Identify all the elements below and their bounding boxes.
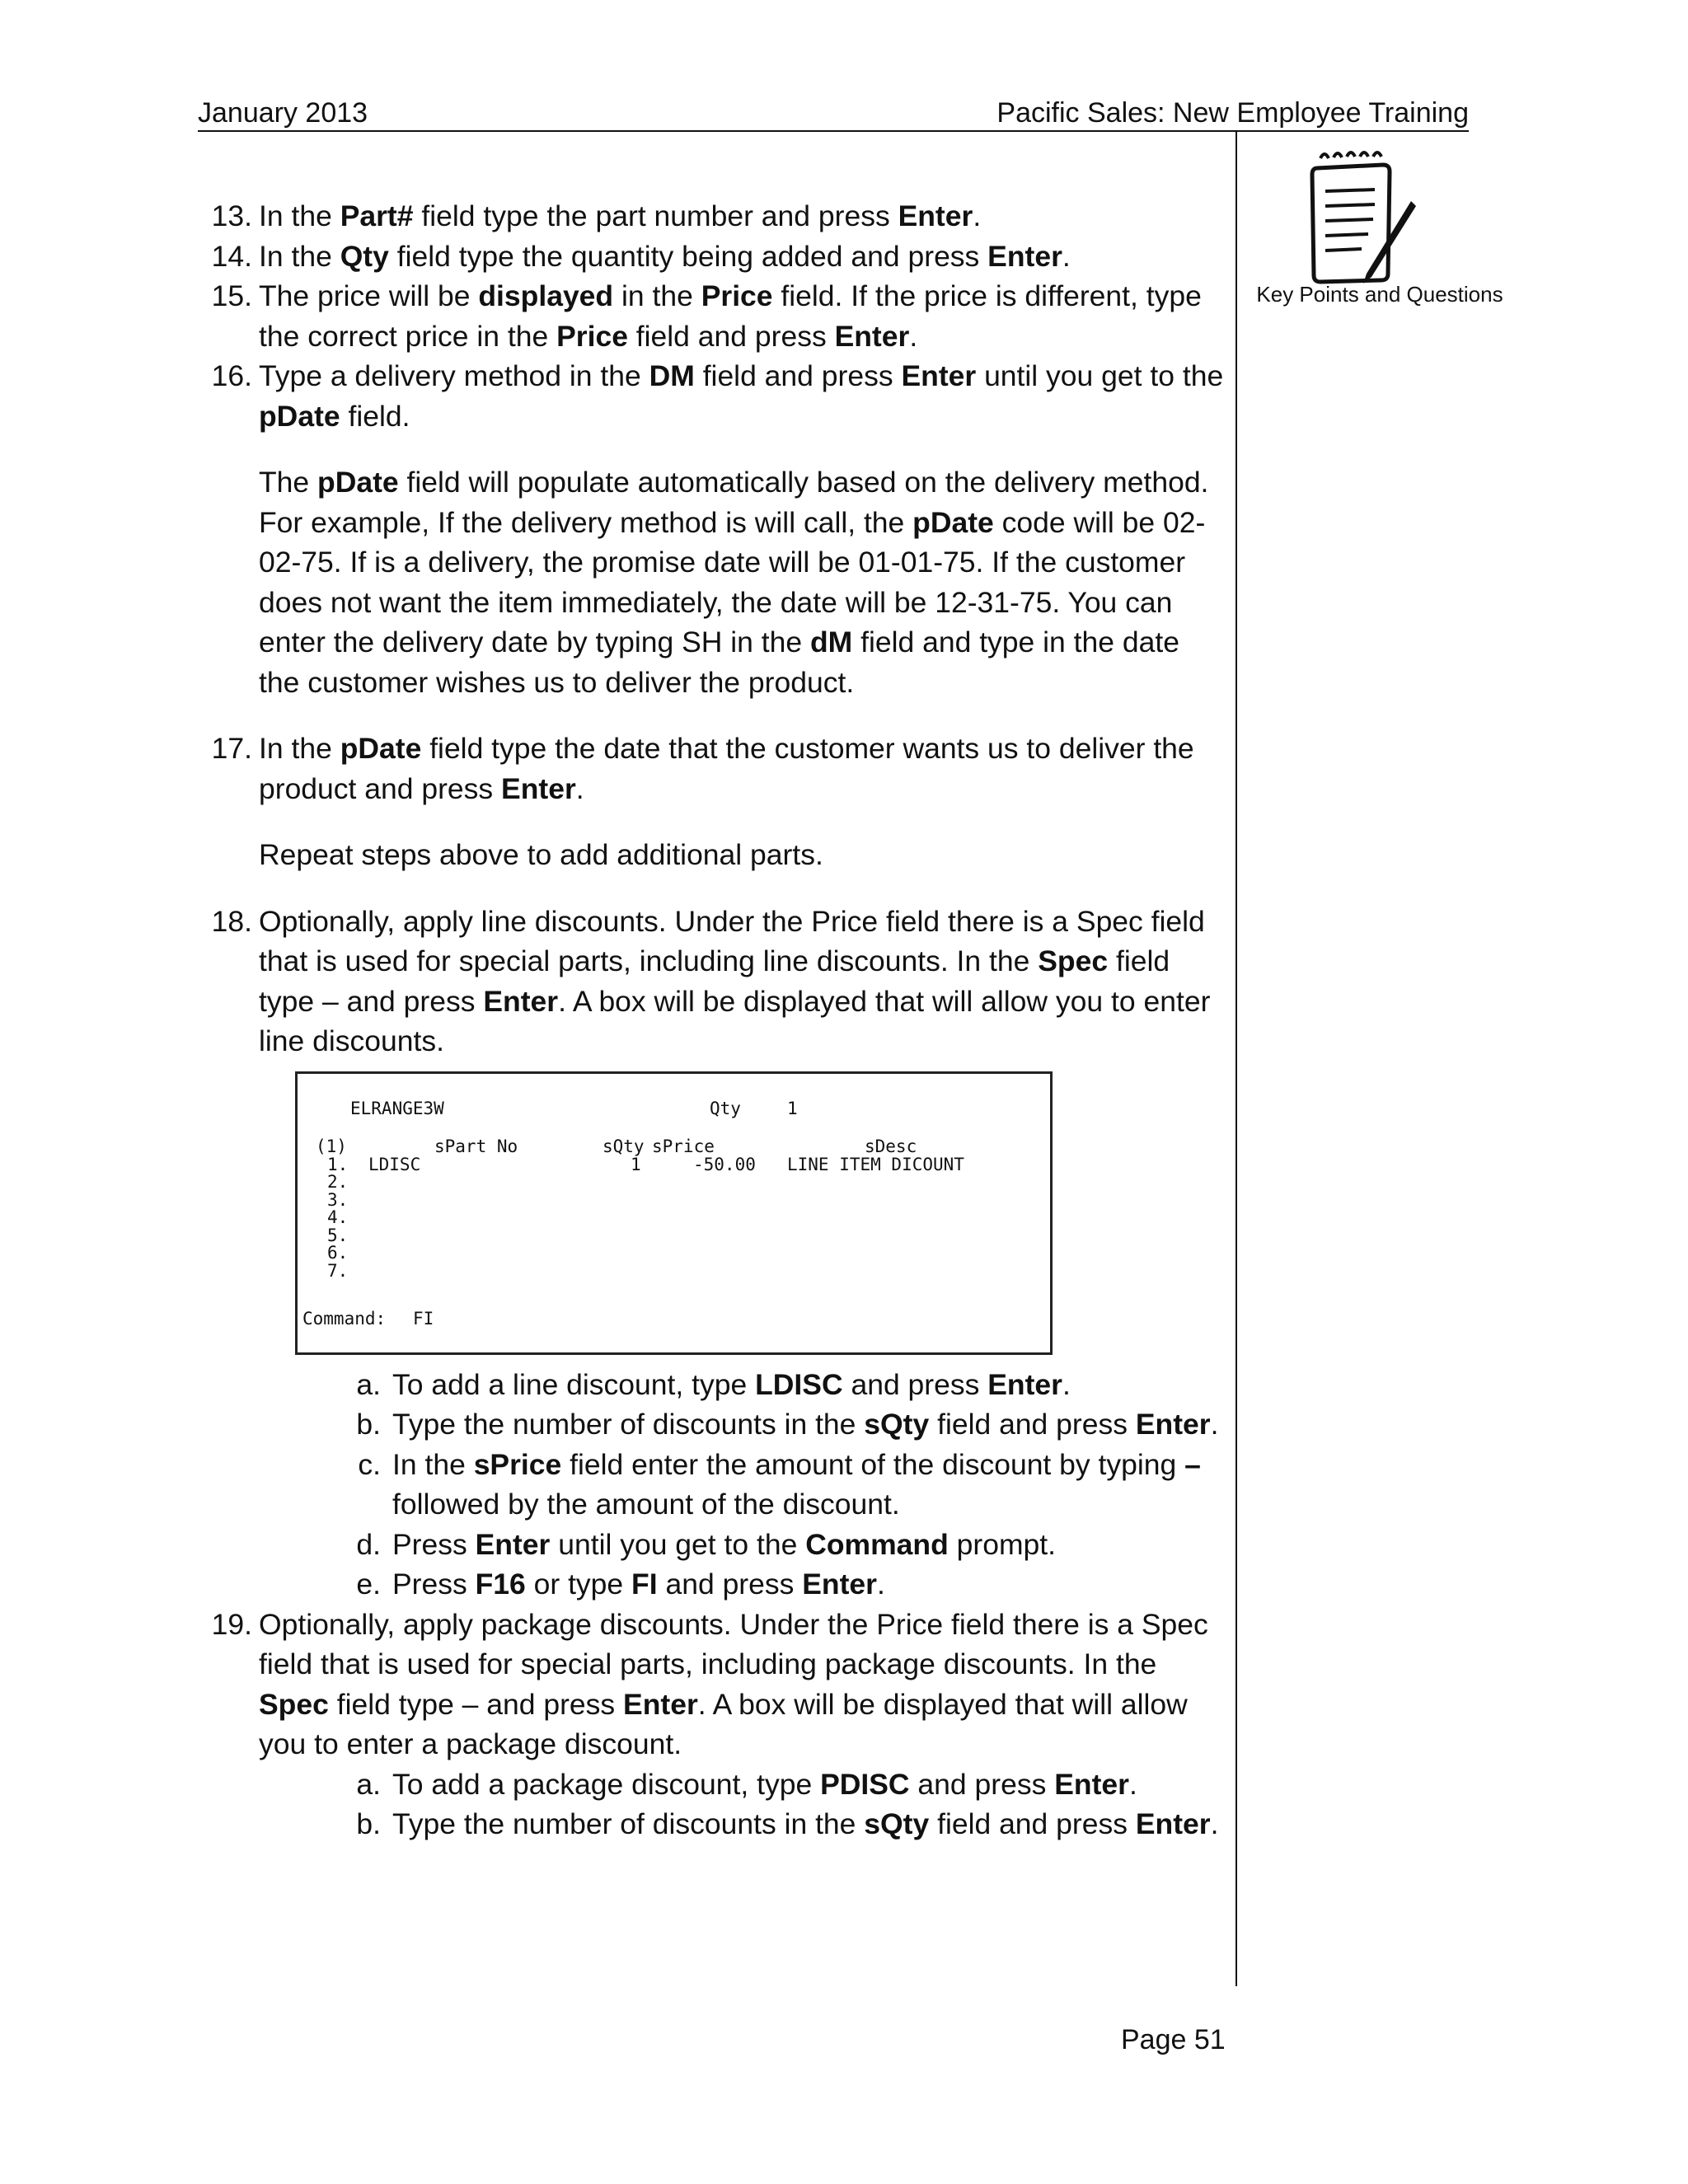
step-18a: a. To add a line discount, type LDISC and press Enter. (356, 1367, 1071, 1401)
header-rule (198, 130, 1469, 132)
terminal-cell-num: 6. (327, 1243, 349, 1263)
notepad-icon (1302, 150, 1426, 294)
terminal-cell-num: 4. (327, 1207, 349, 1227)
step-number: 14. (211, 239, 252, 273)
step-14: 14. In the Qty field type the quantity being added and press Enter. (198, 237, 1228, 277)
terminal-col-part: sPart No (434, 1136, 518, 1156)
terminal-section: (1) (316, 1136, 347, 1156)
terminal-col-qty: sQty (603, 1136, 645, 1156)
terminal-col-desc: sDesc (865, 1136, 917, 1156)
step-19b: b. Type the number of discounts in the sQty field and press Enter. (356, 1807, 1219, 1840)
step-number: 18. (211, 904, 252, 938)
pdate-paragraph: The pDate field will populate automatically based on the delivery method. For example, If the delivery method is will call, the pDate code will be 02-02-75. If is a delivery, the promise date will be 01-01-75. If the customer does not want the item immediately, the date will be 12-31-75. You can enter the delivery date by typing SH in the dM field and type in the date the customer wishes us to deliver the product. (259, 466, 1209, 699)
step-number: 15. (211, 279, 252, 312)
terminal-cell-price: -50.00 (693, 1154, 756, 1174)
terminal-cell-num: 7. (327, 1260, 349, 1281)
step-18: 18. Optionally, apply line discounts. Under the Price field there is a Spec field that is used for special parts, including line discounts. In the Spec field type – and press Enter. A box will be displayed that will allow you to enter line discounts. (198, 902, 1228, 1062)
page-number: Page 51 (1121, 2024, 1226, 2055)
step-18c: c. In the sPrice field enter the amount of the discount by typing – followed by the amount of the discount. (358, 1447, 1201, 1521)
terminal-cell-num: 1. (327, 1154, 349, 1174)
step-17: 17. In the pDate field type the date that the customer wants us to deliver the product and press Enter. (198, 729, 1228, 808)
terminal-cell-num: 2. (327, 1172, 349, 1192)
terminal-qty-value: 1 (787, 1098, 798, 1118)
step-18d: d. Press Enter until you get to the Command prompt. (356, 1527, 1057, 1561)
terminal-program-name: ELRANGE3W (350, 1098, 444, 1118)
terminal-cell-part: LDISC (368, 1154, 421, 1174)
step-number: 19. (211, 1607, 252, 1641)
step-number: 16. (211, 359, 252, 392)
step-19: 19. Optionally, apply package discounts. Under the Price field there is a Spec field that is used for special parts, including package discounts. In the Spec field type – and press Enter. A box will be displayed that will allow you to enter a package discount. (198, 1605, 1228, 1765)
header-date: January 2013 (198, 97, 368, 129)
terminal-cell-desc: LINE ITEM DICOUNT (787, 1154, 964, 1174)
step-18b: b. Type the number of discounts in the sQty field and press Enter. (356, 1408, 1219, 1441)
terminal-col-price: sPrice (652, 1136, 715, 1156)
step-19a: a. To add a package discount, type PDISC and press Enter. (356, 1767, 1137, 1801)
repeat-note: Repeat steps above to add additional parts. (259, 838, 823, 871)
step-13: 13. In the Part# field type the part number and press Enter. (198, 196, 1228, 237)
terminal-cell-num: 3. (327, 1189, 349, 1210)
terminal-cell-qty: 1 (631, 1154, 641, 1174)
terminal-command-label: Command: (302, 1308, 387, 1329)
terminal-screenshot (295, 1071, 1053, 1355)
terminal-command-value: FI (413, 1308, 434, 1329)
header-title: Pacific Sales: New Employee Training (996, 97, 1469, 129)
instructions (198, 196, 1228, 1844)
step-16: 16. Type a delivery method in the DM field and press Enter until you get to the pDate field. (198, 356, 1228, 436)
sidebar-rule (1236, 130, 1237, 1986)
terminal-cell-num: 5. (327, 1225, 349, 1245)
step-number: 17. (211, 732, 252, 765)
step-18e: e. Press F16 or type FI and press Enter. (356, 1568, 885, 1601)
step-15: 15. The price will be displayed in the Price field. If the price is different, type the correct price in the Price field and press Enter. (198, 276, 1228, 356)
sidebar-label: Key Points and Questions (1256, 282, 1503, 307)
step-number: 13. (211, 199, 252, 232)
terminal-qty-label: Qty (710, 1098, 741, 1118)
